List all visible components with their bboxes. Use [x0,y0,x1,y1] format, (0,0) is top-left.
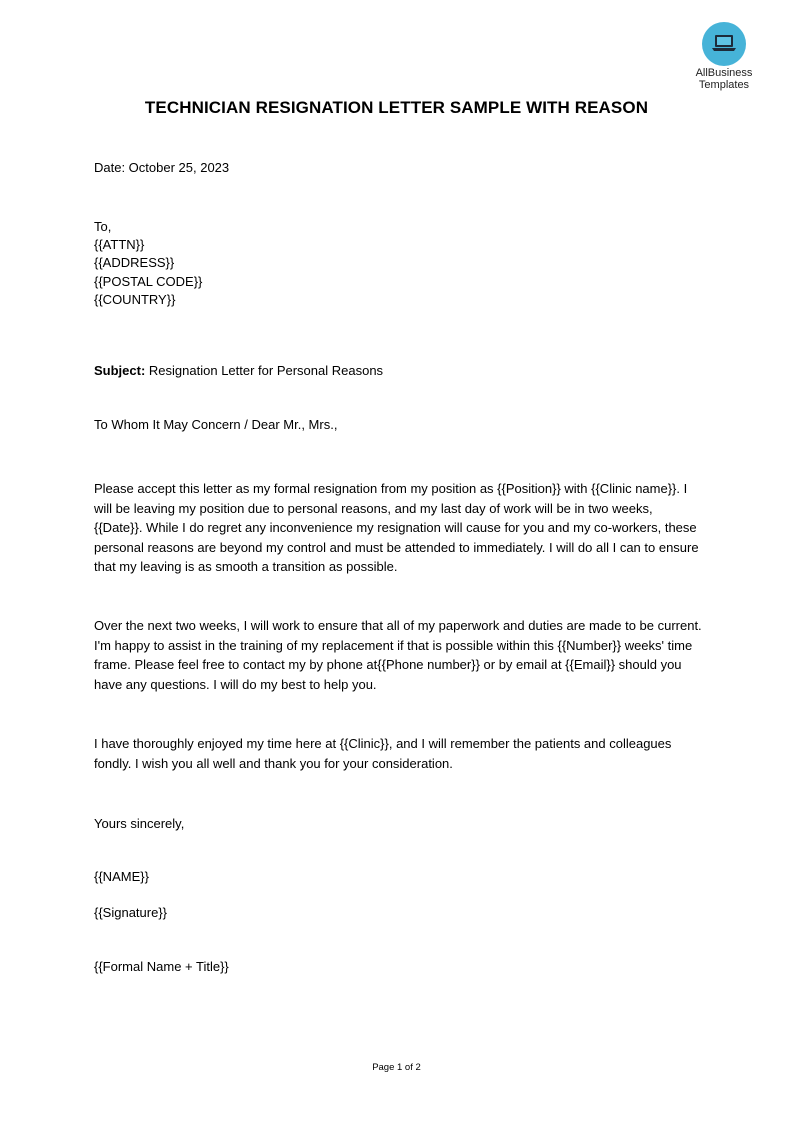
recipient-address: {{ADDRESS}} [94,255,175,271]
recipient-block [94,218,704,309]
subject-line [94,361,704,381]
paragraph-1: Please accept this letter as my formal resignation from my position as {{Position}} with {{Clinic name}}. I will be leaving my position due to personal reasons, and my last day of work will be in two weeks, {{Date}}. While I do regret any inconvenience my resignation will cause for you and my co-workers, these personal reasons are beyond my control and must be attended to immediately. I will do all I can to ensure that my leaving is as smooth a transition as possible. [94,481,699,574]
logo-line-1: AllBusiness [695,67,753,79]
closing: Yours sincerely, [94,816,185,831]
signature-line: {{Signature}} [94,905,168,920]
subject-text: Resignation Letter for Personal Reasons [148,363,384,378]
paragraph-3: I have thoroughly enjoyed my time here at {{Clinic}}, and I will remember the patients and colleagues fondly. I wish you all well and thank you for your consideration. [94,736,672,771]
recipient-postal-code: {{POSTAL CODE}} [94,273,203,289]
signature-name: {{NAME}} [94,869,149,884]
formal-name-title: {{Formal Name + Title}} [94,959,229,974]
salutation: To Whom It May Concern / Dear Mr., Mrs., [94,417,338,432]
recipient-country: {{COUNTRY}} [94,291,176,307]
recipient-attn: {{ATTN}} [94,237,145,253]
page-number: Page 1 of 2 [372,1062,421,1073]
laptop-icon [711,33,737,53]
letter-date: Date: October 25, 2023 [94,160,230,175]
logo-text [682,67,766,91]
subject-label: Subject: [94,363,146,378]
document-title: TECHNICIAN RESIGNATION LETTER SAMPLE WITH REASON [144,98,649,117]
recipient-to: To, [94,219,112,234]
paragraph-2: Over the next two weeks, I will work to ensure that all of my paperwork and duties are made to be current. I'm happy to assist in the training of my replacement if that is possible within this {{Number}} weeks' time frame. Please feel free to contact my by phone at{{Phone number}} or by email at {{Email}} should you have any questions. I will do my best to help you. [94,618,702,692]
logo-circle [702,22,746,66]
logo-line-2: Templates [698,79,750,91]
